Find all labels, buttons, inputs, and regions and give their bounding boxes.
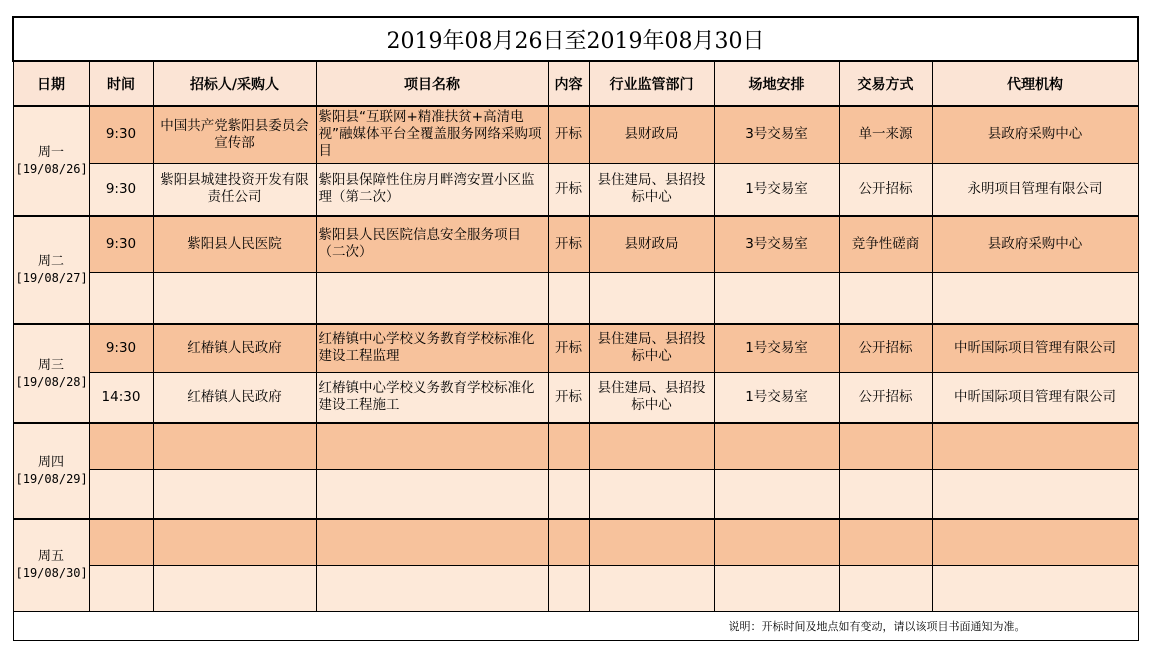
cell-buyer: 中国共产党紫阳县委员会宣传部 <box>153 106 316 163</box>
cell-time: 9:30 <box>89 324 153 372</box>
day-name: 周五 <box>37 549 64 565</box>
cell-buyer <box>153 565 316 611</box>
cell-dept <box>589 272 714 324</box>
table-row <box>13 372 1138 423</box>
schedule-table <box>12 16 1139 641</box>
cell-time: 9:30 <box>89 106 153 163</box>
cell-content: 开标 <box>548 324 589 372</box>
day-name: 周二 <box>37 254 64 269</box>
cell-buyer: 红椿镇人民政府 <box>153 324 316 372</box>
cell-project: 红椿镇中心学校义务教育学校标准化建设工程施工 <box>316 372 548 423</box>
cell-time <box>89 272 153 324</box>
cell-venue <box>714 565 839 611</box>
table-row <box>13 324 1138 372</box>
table-row <box>13 469 1138 519</box>
cell-agent <box>932 272 1138 324</box>
day-cell <box>13 519 89 611</box>
header-venue: 场地安排 <box>714 61 839 106</box>
cell-dept: 县住建局、县招投标中心 <box>589 163 714 216</box>
cell-time: 14:30 <box>89 372 153 423</box>
day-cell <box>13 106 89 216</box>
cell-project <box>316 423 548 469</box>
cell-project <box>316 565 548 611</box>
cell-dept <box>589 519 714 565</box>
day-date: [19/08/28] <box>15 374 88 389</box>
table-row <box>13 163 1138 216</box>
cell-content <box>548 423 589 469</box>
cell-content: 开标 <box>548 372 589 423</box>
cell-project: 紫阳县“互联网+精准扶贫+高清电视”融媒体平台全覆盖服务网络采购项目 <box>316 106 548 163</box>
cell-method: 公开招标 <box>839 163 932 216</box>
table-row <box>13 216 1138 272</box>
cell-time <box>89 423 153 469</box>
cell-method <box>839 565 932 611</box>
cell-agent: 县政府采购中心 <box>932 216 1138 272</box>
cell-project <box>316 519 548 565</box>
cell-dept: 县住建局、县招投标中心 <box>589 372 714 423</box>
cell-content: 开标 <box>548 216 589 272</box>
cell-agent <box>932 565 1138 611</box>
cell-agent <box>932 423 1138 469</box>
footnote: 说明：开标时间及地点如有变动，请以该项目书面通知为准。 <box>13 611 1138 640</box>
cell-venue: 3号交易室 <box>714 106 839 163</box>
cell-dept <box>589 565 714 611</box>
cell-method <box>839 519 932 565</box>
cell-agent <box>932 469 1138 519</box>
cell-method: 公开招标 <box>839 372 932 423</box>
day-name: 周一 <box>37 145 64 160</box>
header-time: 时间 <box>89 61 153 106</box>
cell-venue <box>714 519 839 565</box>
header-agent: 代理机构 <box>932 61 1138 106</box>
table-row <box>13 423 1138 469</box>
cell-dept <box>589 469 714 519</box>
cell-buyer <box>153 519 316 565</box>
cell-method: 竞争性磋商 <box>839 216 932 272</box>
cell-venue <box>714 272 839 324</box>
cell-content: 开标 <box>548 106 589 163</box>
cell-buyer: 紫阳县城建投资开发有限责任公司 <box>153 163 316 216</box>
cell-content <box>548 272 589 324</box>
cell-venue <box>714 469 839 519</box>
cell-buyer: 红椿镇人民政府 <box>153 372 316 423</box>
cell-venue: 3号交易室 <box>714 216 839 272</box>
cell-content: 开标 <box>548 163 589 216</box>
day-name: 周四 <box>37 455 64 470</box>
header-date: 日期 <box>13 61 89 106</box>
day-cell <box>13 423 89 519</box>
schedule-sheet <box>12 16 1137 644</box>
table-row <box>13 565 1138 611</box>
header-method: 交易方式 <box>839 61 932 106</box>
day-name: 周三 <box>37 357 64 373</box>
cell-project: 红椿镇中心学校义务教育学校标准化建设工程监理 <box>316 324 548 372</box>
cell-agent <box>932 519 1138 565</box>
cell-method <box>839 469 932 519</box>
cell-dept: 县住建局、县招投标中心 <box>589 324 714 372</box>
day-date: [19/08/26] <box>15 162 88 176</box>
cell-buyer <box>153 469 316 519</box>
cell-buyer: 紫阳县人民医院 <box>153 216 316 272</box>
cell-method <box>839 272 932 324</box>
cell-dept <box>589 423 714 469</box>
cell-agent: 县政府采购中心 <box>932 106 1138 163</box>
day-date: [19/08/29] <box>15 472 88 486</box>
cell-agent: 中昕国际项目管理有限公司 <box>932 324 1138 372</box>
cell-agent: 中昕国际项目管理有限公司 <box>932 372 1138 423</box>
cell-time <box>89 519 153 565</box>
cell-time <box>89 565 153 611</box>
page-title: 2019年08月26日至2019年08月30日 <box>13 17 1138 61</box>
header-row <box>13 61 1138 106</box>
cell-project: 紫阳县人民医院信息安全服务项目（二次） <box>316 216 548 272</box>
cell-content <box>548 469 589 519</box>
cell-venue <box>714 423 839 469</box>
header-content: 内容 <box>548 61 589 106</box>
header-buyer: 招标人/采购人 <box>153 61 316 106</box>
schedule-body <box>13 106 1138 611</box>
cell-agent: 永明项目管理有限公司 <box>932 163 1138 216</box>
cell-venue: 1号交易室 <box>714 324 839 372</box>
cell-content <box>548 519 589 565</box>
cell-time: 9:30 <box>89 163 153 216</box>
cell-time: 9:30 <box>89 216 153 272</box>
table-row <box>13 519 1138 565</box>
cell-buyer <box>153 423 316 469</box>
cell-method: 公开招标 <box>839 324 932 372</box>
cell-content <box>548 565 589 611</box>
cell-venue: 1号交易室 <box>714 163 839 216</box>
header-project: 项目名称 <box>316 61 548 106</box>
cell-method: 单一来源 <box>839 106 932 163</box>
cell-dept: 县财政局 <box>589 106 714 163</box>
day-date: [19/08/30] <box>15 566 88 581</box>
cell-time <box>89 469 153 519</box>
cell-project <box>316 272 548 324</box>
cell-buyer <box>153 272 316 324</box>
cell-project: 紫阳县保障性住房月畔湾安置小区监理（第二次） <box>316 163 548 216</box>
cell-method <box>839 423 932 469</box>
cell-venue: 1号交易室 <box>714 372 839 423</box>
table-row <box>13 106 1138 163</box>
cell-dept: 县财政局 <box>589 216 714 272</box>
day-cell <box>13 324 89 423</box>
table-row <box>13 272 1138 324</box>
day-date: [19/08/27] <box>15 271 88 285</box>
cell-project <box>316 469 548 519</box>
day-cell <box>13 216 89 324</box>
header-dept: 行业监管部门 <box>589 61 714 106</box>
